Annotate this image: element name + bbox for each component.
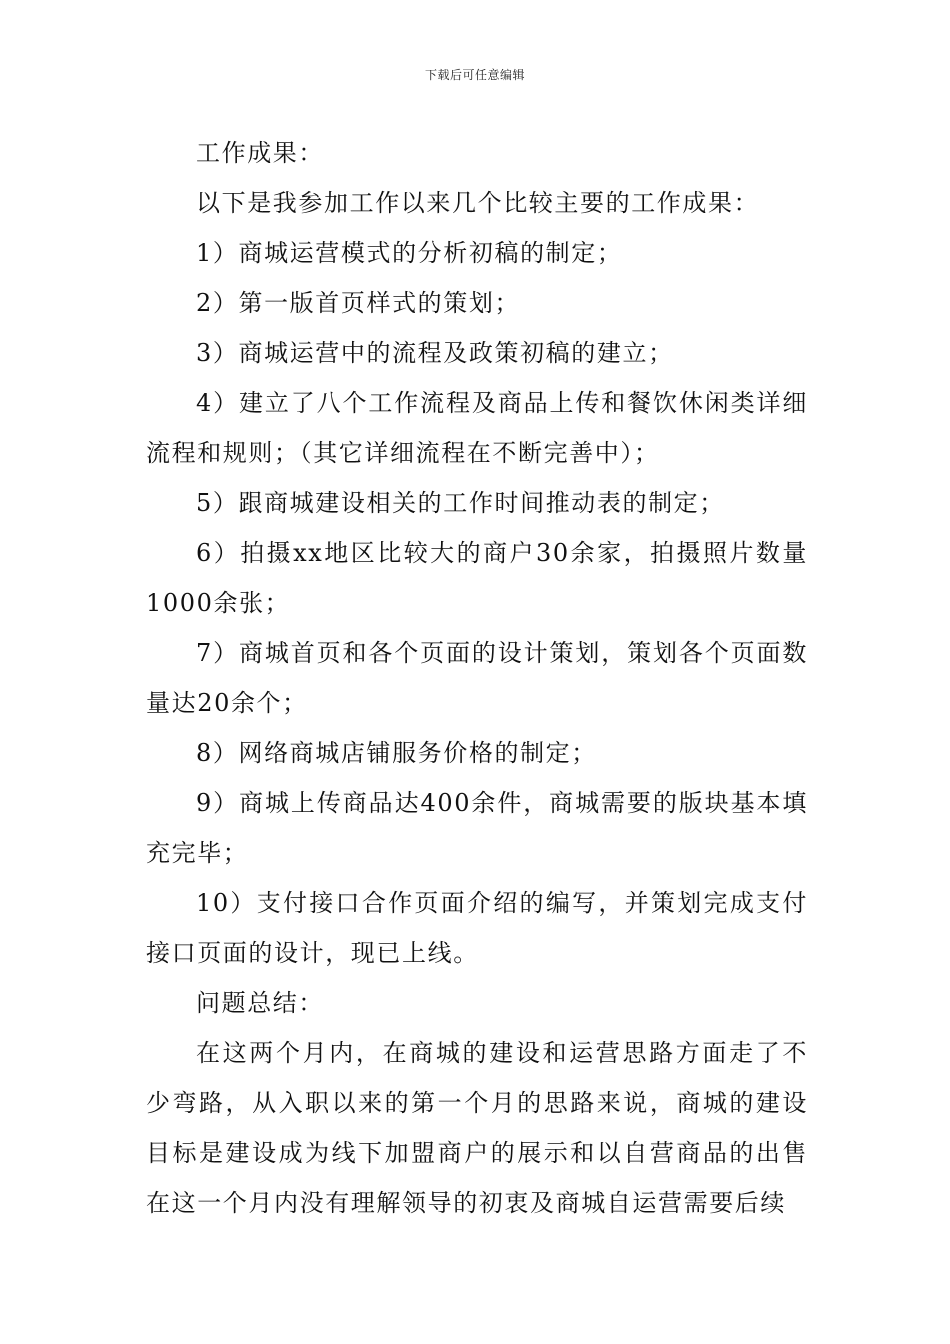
list-item-6: 6）拍摄xx地区比较大的商户30余家，拍摄照片数量1000余张； <box>146 539 808 617</box>
list-item-7: 7）商城首页和各个页面的设计策划，策划各个页面数量达20余个； <box>146 639 808 717</box>
list-item-1: 1）商城运营模式的分析初稿的制定； <box>196 239 623 267</box>
list-item-2: 2）第一版首页样式的策划； <box>196 289 521 317</box>
list-item-5: 5）跟商城建设相关的工作时间推动表的制定； <box>196 489 725 517</box>
paragraph-intro: 以下是我参加工作以来几个比较主要的工作成果： <box>196 189 760 217</box>
list-item-3: 3）商城运营中的流程及政策初稿的建立； <box>196 339 674 367</box>
list-item-4: 4）建立了八个工作流程及商品上传和餐饮休闲类详细流程和规则；（其它详细流程在不断完善中）； <box>146 389 808 467</box>
list-item-9: 9）商城上传商品达400余件，商城需要的版块基本填充完毕； <box>146 789 808 867</box>
heading-problem-summary: 问题总结： <box>196 989 324 1017</box>
paragraph-summary: 在这两个月内，在商城的建设和运营思路方面走了不少弯路，从入职以来的第一个月的思路来说，商城的建设目标是建设成为线下加盟商户的展示和以自营商品的出售在这一个月内没有理解领导的初衷及商城自运营需要后续 <box>146 1039 808 1217</box>
list-item-10: 10）支付接口合作页面介绍的编写，并策划完成支付接口页面的设计，现已上线。 <box>146 889 808 967</box>
document-body <box>146 128 808 1228</box>
heading-work-results: 工作成果： <box>196 139 324 167</box>
list-item-8: 8）网络商城店铺服务价格的制定； <box>196 739 597 767</box>
page-header: 下载后可任意编辑 <box>424 68 525 82</box>
